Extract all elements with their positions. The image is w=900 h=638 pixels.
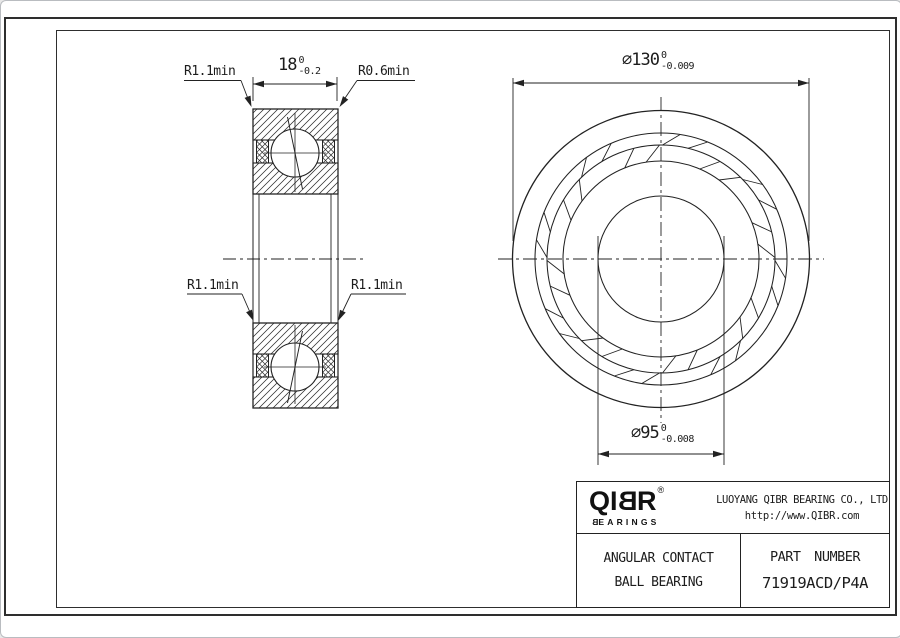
registered-trademark-symbol: ® — [657, 485, 665, 495]
section-view — [184, 77, 415, 408]
product-name-cell — [577, 534, 741, 607]
radius-label-top-left: R1.1min — [184, 64, 236, 79]
logo-subtext: BEARINGS — [589, 517, 660, 527]
title-block — [576, 481, 890, 608]
front-view — [498, 78, 824, 465]
width-dimension-tolerance: 0 -0.2 — [298, 55, 321, 78]
radius-label-top-right: R0.6min — [358, 64, 410, 79]
logo-text: QIBR — [589, 486, 657, 516]
drawing-geometry — [184, 77, 824, 465]
title-block-header-row — [577, 482, 889, 534]
outer-diameter-dimension-text — [622, 52, 694, 72]
logo-wordmark — [589, 485, 715, 516]
bore-diameter-value: ⌀95 — [631, 423, 659, 443]
company-info — [715, 482, 889, 533]
width-dimension-value: 18 — [278, 55, 297, 75]
product-name-line1: ANGULAR CONTACT — [603, 551, 714, 566]
width-dimension-text — [278, 57, 321, 77]
outer-diameter-tolerance: 0 -0.009 — [660, 50, 695, 73]
company-logo — [577, 482, 715, 533]
bore-diameter-tolerance: 0 -0.008 — [660, 423, 694, 446]
part-number-value: 71919ACD/P4A — [762, 574, 868, 592]
company-name: LUOYANG QIBR BEARING CO., LTD — [716, 493, 888, 506]
company-website: http://www.QIBR.com — [744, 509, 860, 522]
radius-label-mid-left: R1.1min — [187, 278, 239, 293]
radius-label-mid-right: R1.1min — [351, 278, 403, 293]
title-block-detail-row — [577, 534, 889, 607]
part-number-label: PART NUMBER — [770, 549, 860, 565]
part-number-cell — [741, 534, 889, 607]
bore-diameter-dimension-text — [631, 425, 694, 445]
product-name-line2: BALL BEARING — [614, 575, 703, 590]
outer-diameter-value: ⌀130 — [622, 50, 659, 70]
